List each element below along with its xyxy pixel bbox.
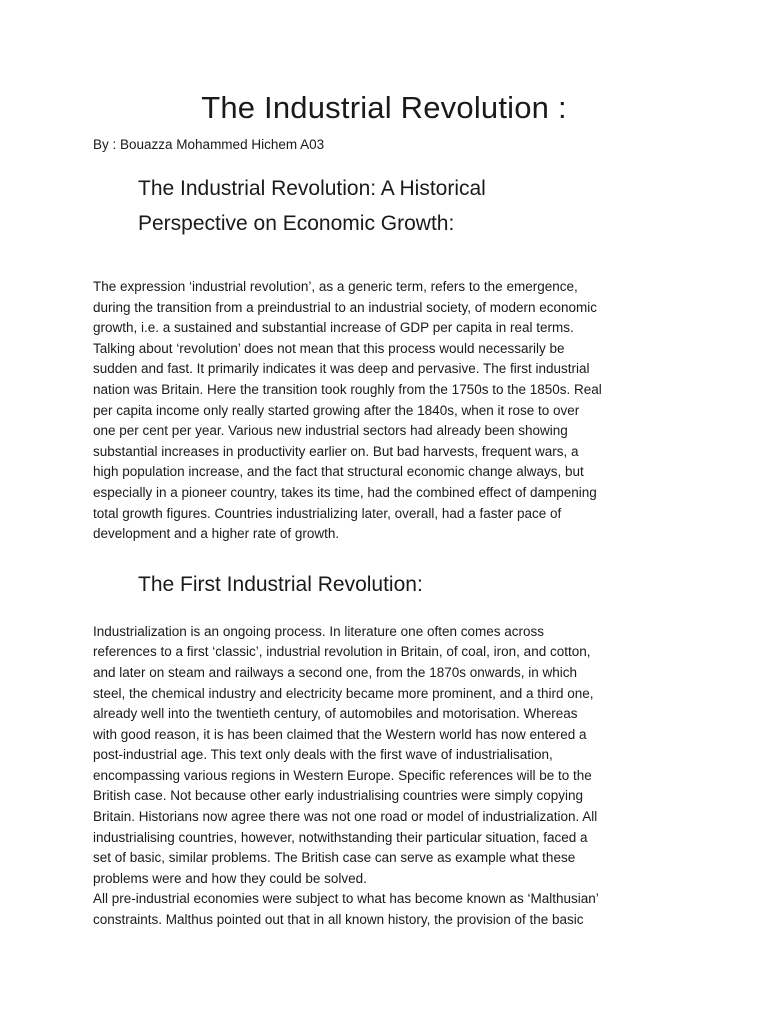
author-byline: By : Bouazza Mohammed Hichem A03 xyxy=(93,137,325,152)
text-line: Talking about ‘revolution’ does not mean that this process would necessarily be xyxy=(93,340,565,356)
paragraph-ongoing-process xyxy=(93,622,675,890)
text-line: British case. Not because other early industrialising countries were simply copying xyxy=(93,788,583,804)
text-line: one per cent per year. Various new industrial sectors had already been showing xyxy=(93,423,568,439)
text-line: Britain. Historians now agree there was not one road or model of industrialization. All xyxy=(93,809,598,825)
text-line: Industrialization is an ongoing process. In literature one often comes across xyxy=(93,623,544,639)
text-line: nation was Britain. Here the transition took roughly from the 1750s to the 1850s. Real xyxy=(93,381,602,397)
paragraph-industrial-revolution-definition xyxy=(93,277,675,545)
text-line: post-industrial age. This text only deals with the first wave of industrialisation, xyxy=(93,747,553,763)
document-title: The Industrial Revolution : xyxy=(201,90,567,125)
text-line: sudden and fast. It primarily indicates it was deep and pervasive. The first industrial xyxy=(93,361,590,377)
text-line: per capita income only really started growing after the 1840s, when it rose to over xyxy=(93,402,580,418)
text-line: encompassing various regions in Western Europe. Specific references will be to the xyxy=(93,767,592,783)
text-line: during the transition from a preindustrial to an industrial society, of modern economic xyxy=(93,299,598,315)
section-heading-historical-perspective xyxy=(93,171,675,241)
text-line: especially in a pioneer country, takes its time, had the combined effect of dampening xyxy=(93,484,597,500)
text-line: and later on steam and railways a second one, from the 1870s onwards, in which xyxy=(93,664,578,680)
text-line: already well into the twentieth century, of automobiles and motorisation. Whereas xyxy=(93,706,578,722)
text-line: total growth figures. Countries industrializing later, overall, had a faster pace of xyxy=(93,505,562,521)
text-line: growth, i.e. a sustained and substantial increase of GDP per capita in real terms. xyxy=(93,320,574,336)
text-line: substantial increases in productivity earlier on. But bad harvests, frequent wars, a xyxy=(93,443,579,459)
text-line: references to a first ‘classic’, industrial revolution in Britain, of coal, iron, and cotton, xyxy=(93,644,591,660)
text-line: high population increase, and the fact that structural economic change always, but xyxy=(93,464,584,480)
text-line: industrialising countries, however, notwithstanding their particular situation, faced a xyxy=(93,829,588,845)
text-line: problems were and how they could be solved. xyxy=(93,870,367,886)
text-line: with good reason, it is has been claimed that the Western world has now entered a xyxy=(93,726,587,742)
text-line: set of basic, similar problems. The British case can serve as example what these xyxy=(93,850,576,866)
text-line: development and a higher rate of growth. xyxy=(93,526,340,542)
heading-line: Perspective on Economic Growth: xyxy=(138,212,455,235)
section-heading-first-industrial-revolution: The First Industrial Revolution: xyxy=(138,572,423,596)
text-line: All pre-industrial economies were subject to what has become known as ‘Malthusian’ xyxy=(93,891,599,907)
text-line: steel, the chemical industry and electricity became more prominent, and a third one, xyxy=(93,685,594,701)
text-line: constraints. Malthus pointed out that in all known history, the provision of the basic xyxy=(93,912,584,928)
heading-line: The Industrial Revolution: A Historical xyxy=(138,177,486,200)
text-line: The expression ‘industrial revolution’, as a generic term, refers to the emergence, xyxy=(93,279,578,294)
paragraph-malthusian-constraints xyxy=(93,889,675,930)
